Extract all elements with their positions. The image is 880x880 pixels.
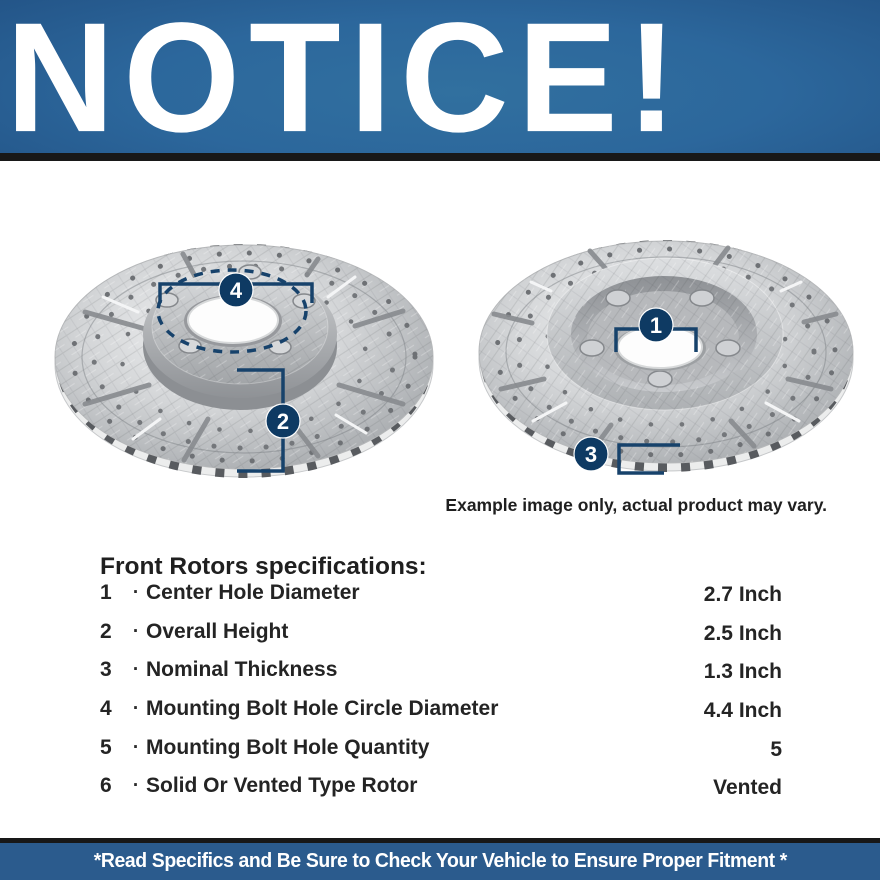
- spec-row: [0, 690, 880, 729]
- svg-text:2: 2: [276, 409, 290, 434]
- spec-number: 2: [100, 619, 112, 643]
- spec-value: 4.4 Inch: [703, 699, 782, 723]
- dot-separator: ·: [132, 582, 140, 604]
- spec-value: 2.5 Inch: [703, 621, 782, 645]
- banner-divider-strip: [0, 153, 880, 161]
- left-rotor-illustration: [50, 240, 440, 490]
- spec-number: 6: [100, 774, 112, 798]
- spec-value: 2.7 Inch: [703, 583, 782, 607]
- footer-warning-text: *Read Specifics and Be Sure to Check Your Vehicle to Ensure Proper Fitment *: [93, 850, 787, 872]
- spec-row: [0, 651, 880, 690]
- spec-number: 1: [100, 581, 112, 605]
- spec-value: 5: [770, 737, 782, 761]
- marker-badge-2: [266, 404, 300, 438]
- spec-row: [0, 728, 880, 767]
- spec-number: 3: [100, 658, 112, 682]
- svg-text:1: 1: [649, 313, 663, 338]
- specs-list: [0, 574, 880, 806]
- dot-separator: ·: [132, 736, 140, 758]
- right-rotor-illustration: [470, 235, 870, 490]
- notice-banner: [0, 0, 880, 153]
- rotor-body: [479, 241, 853, 473]
- spec-value: 1.3 Inch: [703, 660, 782, 684]
- spec-row: [0, 767, 880, 806]
- dot-separator: ·: [132, 698, 140, 720]
- svg-text:3: 3: [584, 442, 598, 467]
- spec-row: [0, 574, 880, 613]
- spec-label: Overall Height: [146, 619, 289, 643]
- svg-text:4: 4: [229, 278, 243, 303]
- spec-number: 5: [100, 735, 112, 759]
- spec-value: Vented: [713, 776, 782, 800]
- spec-label: Nominal Thickness: [146, 658, 338, 682]
- rotor-body: [55, 245, 433, 477]
- spec-label: Mounting Bolt Hole Quantity: [146, 735, 430, 759]
- footer-banner: [0, 843, 880, 880]
- dot-separator: ·: [132, 620, 140, 642]
- spec-label: Solid Or Vented Type Rotor: [146, 774, 418, 798]
- spec-label: Mounting Bolt Hole Circle Diameter: [146, 697, 499, 721]
- spec-number: 4: [100, 697, 112, 721]
- spec-row: [0, 613, 880, 652]
- marker-badge-3: [574, 437, 608, 471]
- marker-badge-4: [219, 273, 253, 307]
- notice-title: NOTICE!: [6, 0, 686, 153]
- marker-badge-1: [639, 308, 673, 342]
- dot-separator: ·: [132, 775, 140, 797]
- spec-label: Center Hole Diameter: [146, 581, 360, 605]
- example-disclaimer: Example image only, actual product may vary.: [445, 495, 827, 515]
- specs-heading: Front Rotors specifications:: [100, 553, 427, 581]
- dot-separator: ·: [132, 659, 140, 681]
